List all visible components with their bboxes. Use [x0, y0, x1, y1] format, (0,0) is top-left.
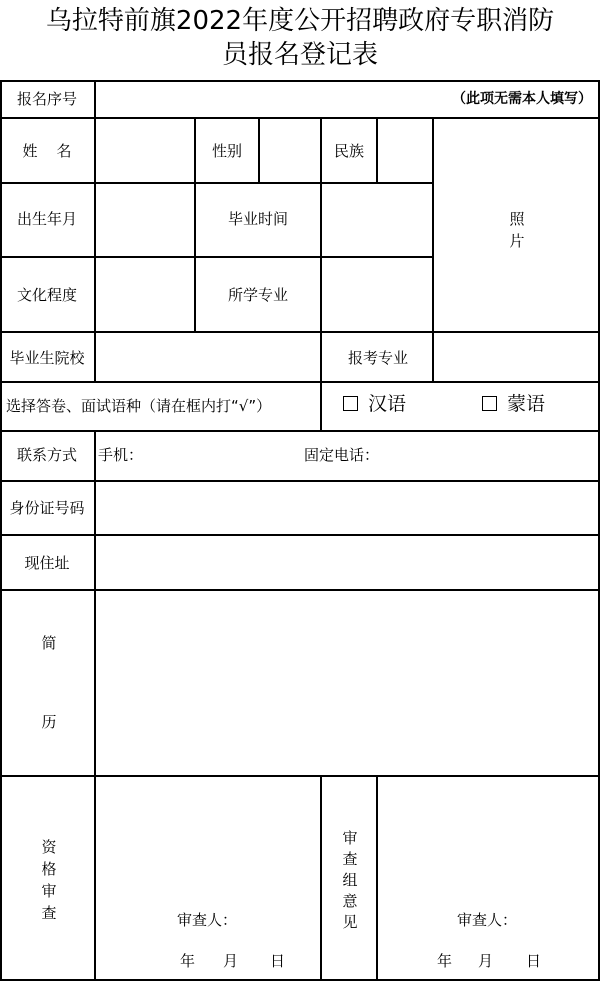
major-label: 所学专业	[227, 286, 289, 304]
table-line	[194, 117, 196, 331]
grad-time-label: 毕业时间	[227, 210, 289, 228]
language-option-han-label: 汉语	[368, 393, 407, 415]
checkbox-han[interactable]	[343, 396, 358, 411]
checkbox-mongol[interactable]	[482, 396, 497, 411]
table-line	[432, 117, 434, 381]
gender-label: 性别	[211, 142, 243, 160]
address-label: 现住址	[24, 554, 70, 572]
date-year-right: 年	[437, 952, 453, 970]
table-line	[320, 775, 322, 981]
contact-label: 联系方式	[16, 446, 78, 464]
language-prompt: 选择答卷、面试语种（请在框内打“√”）	[6, 397, 272, 415]
table-line	[0, 775, 600, 777]
date-year-left: 年	[180, 952, 196, 970]
table-line	[94, 80, 96, 381]
name-label: 姓 名	[22, 142, 72, 160]
table-line	[320, 331, 322, 430]
mobile-label: 手机：	[98, 446, 144, 464]
reviewer-label-right: 审查人：	[457, 911, 518, 929]
table-line	[0, 381, 600, 383]
birth-label: 出生年月	[16, 210, 78, 228]
table-line	[0, 80, 600, 82]
table-line	[94, 430, 96, 981]
reviewer-label-left: 审查人：	[177, 911, 238, 929]
date-month-right: 月	[478, 952, 494, 970]
photo-label: 照片	[509, 210, 525, 250]
table-line	[0, 534, 600, 536]
table-line	[0, 182, 433, 184]
table-line	[0, 80, 2, 981]
date-day-right: 日	[526, 952, 542, 970]
school-label: 毕业生院校	[9, 349, 85, 367]
landline-label: 固定电话：	[304, 446, 380, 464]
table-line	[0, 256, 433, 258]
language-option-mongol-label: 蒙语	[507, 393, 546, 415]
id-label: 身份证号码	[9, 499, 85, 517]
apply-major-label: 报考专业	[347, 349, 409, 367]
table-line	[376, 117, 378, 182]
table-line	[0, 589, 600, 591]
serial-note: （此项无需本人填写）	[452, 91, 592, 107]
group-opinion-label: 审查组意见	[342, 829, 358, 931]
language-option-han[interactable]	[343, 395, 406, 413]
table-line	[0, 430, 600, 432]
table-line	[0, 117, 600, 119]
resume-label-1: 简	[41, 634, 57, 652]
title-line-2: 员报名登记表	[221, 40, 378, 70]
serial-label: 报名序号	[16, 90, 78, 108]
table-line	[0, 331, 600, 333]
education-label: 文化程度	[16, 286, 78, 304]
table-line	[258, 117, 260, 182]
table-line	[376, 775, 378, 981]
language-option-mongol[interactable]	[482, 395, 545, 413]
ethnicity-label: 民族	[333, 142, 365, 160]
resume-label-2: 历	[41, 713, 57, 731]
table-line	[0, 480, 600, 482]
qualification-label: 资格审查	[41, 838, 57, 922]
title-line-1: 乌拉特前旗2022年度公开招聘政府专职消防	[45, 6, 555, 36]
date-month-left: 月	[223, 952, 239, 970]
table-line	[320, 117, 322, 331]
date-day-left: 日	[270, 952, 286, 970]
